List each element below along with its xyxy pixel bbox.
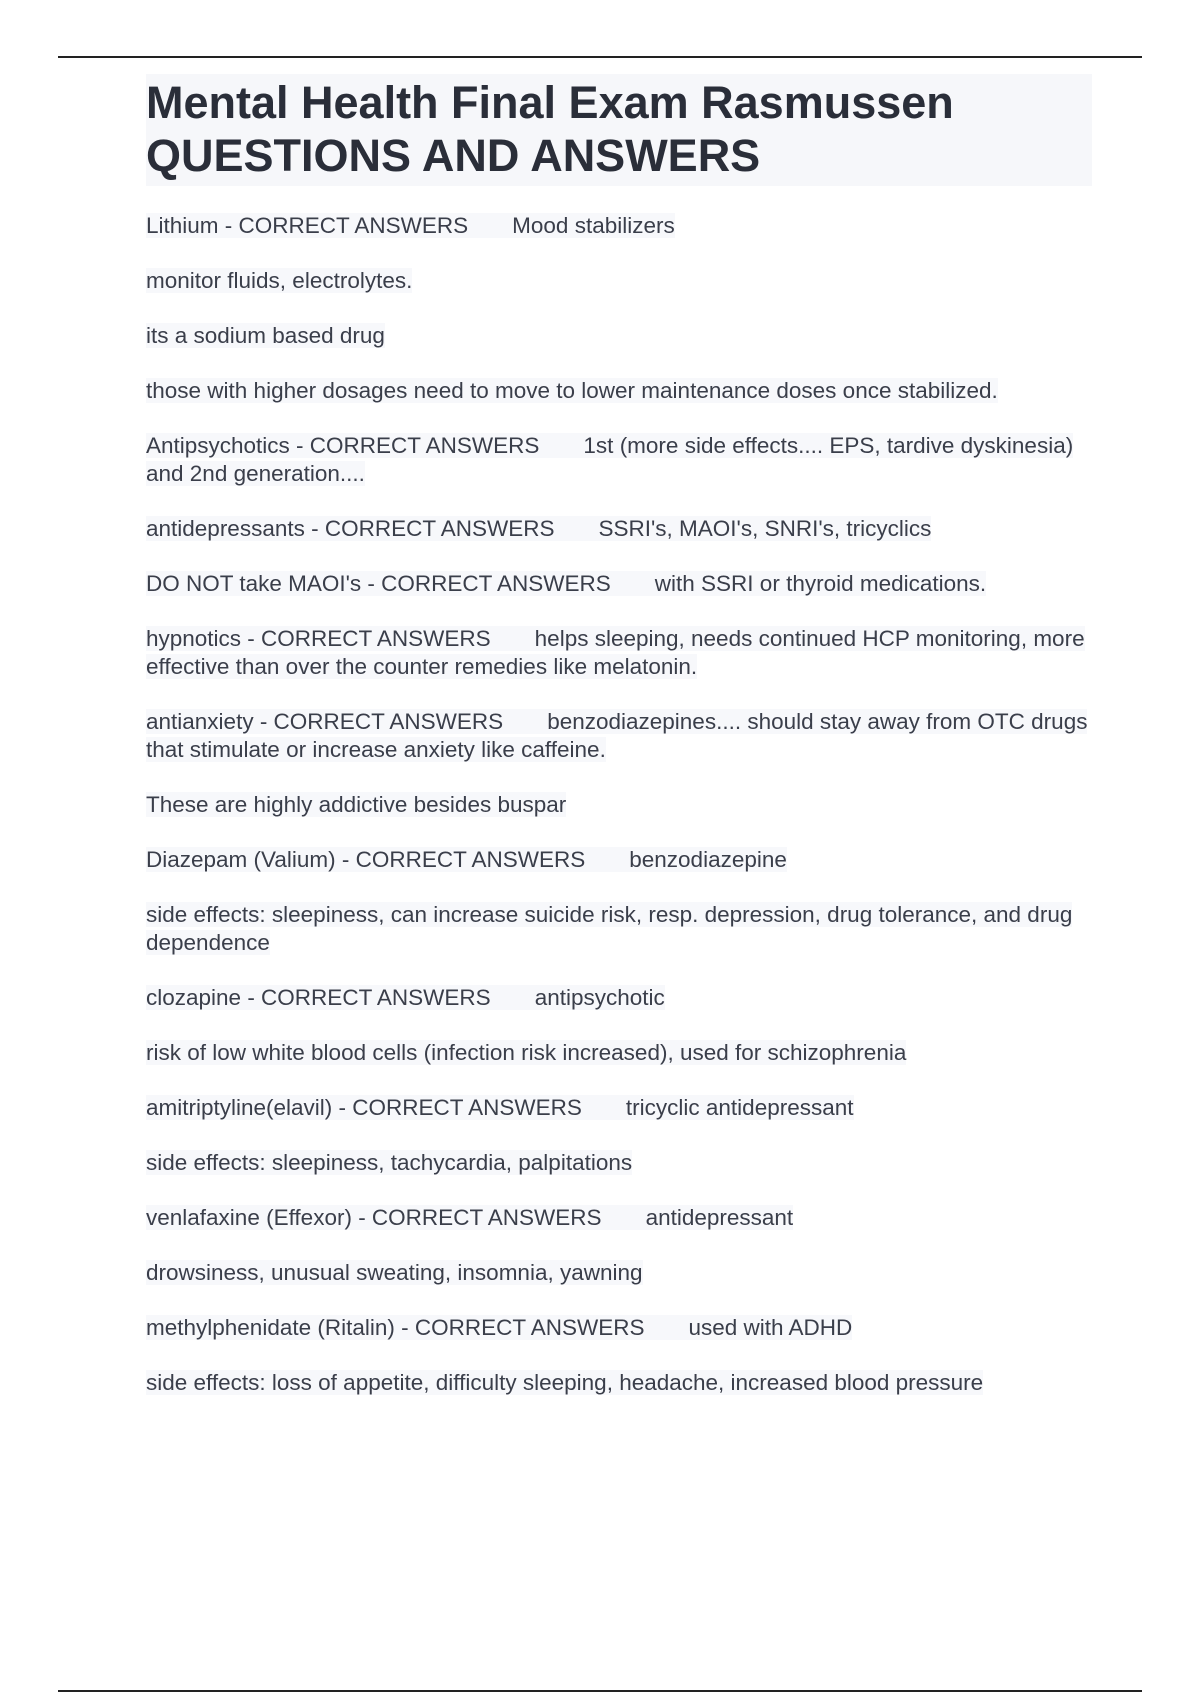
document-body — [146, 74, 1092, 1424]
note-text: side effects: sleepiness, can increase suicide risk, resp. depression, drug tolerance, and drug dependence — [146, 902, 1073, 955]
question-text: Diazepam (Valium) - CORRECT ANSWERS — [146, 847, 586, 872]
qa-entry-hypnotics — [146, 625, 1092, 681]
note-paragraph — [146, 901, 1092, 957]
question-text: antianxiety - CORRECT ANSWERS — [146, 709, 504, 734]
title-line-1: Mental Health Final Exam Rasmussen — [146, 77, 954, 128]
answer-text: 1st (more side effects.... EPS, tardive dyskinesia) and 2nd generation.... — [146, 433, 1074, 486]
qa-entry-venlafaxine — [146, 1204, 1092, 1232]
note-paragraph — [146, 1039, 1092, 1067]
note-paragraph — [146, 1259, 1092, 1287]
note-text: drowsiness, unusual sweating, insomnia, yawning — [146, 1260, 643, 1285]
qa-entry-amitriptyline — [146, 1094, 1092, 1122]
note-paragraph — [146, 267, 1092, 295]
question-text: methylphenidate (Ritalin) - CORRECT ANSWERS — [146, 1315, 645, 1340]
note-paragraph — [146, 322, 1092, 350]
bottom-rule — [58, 1690, 1142, 1692]
answer-text: benzodiazepine — [629, 847, 787, 872]
qa-list — [146, 212, 1092, 1397]
answer-text: antidepressant — [645, 1205, 794, 1230]
question-text: Lithium - CORRECT ANSWERS — [146, 213, 469, 238]
note-paragraph — [146, 1149, 1092, 1177]
qa-entry-antianxiety — [146, 708, 1092, 764]
qa-entry-antipsychotics — [146, 432, 1092, 488]
answer-text: used with ADHD — [688, 1315, 853, 1340]
question-text: DO NOT take MAOI's - CORRECT ANSWERS — [146, 571, 611, 596]
answer-text: Mood stabilizers — [512, 213, 675, 238]
note-text: its a sodium based drug — [146, 323, 385, 348]
qa-entry-antidepressants — [146, 515, 1092, 543]
question-text: clozapine - CORRECT ANSWERS — [146, 985, 491, 1010]
question-text: hypnotics - CORRECT ANSWERS — [146, 626, 491, 651]
note-paragraph — [146, 791, 1092, 819]
answer-text: helps sleeping, needs continued HCP monitoring, more effective than over the counter remedies like melatonin. — [146, 626, 1085, 679]
page-title — [146, 74, 1092, 186]
note-text: risk of low white blood cells (infection risk increased), used for schizophrenia — [146, 1040, 907, 1065]
note-text: side effects: sleepiness, tachycardia, palpitations — [146, 1150, 633, 1175]
answer-text: with SSRI or thyroid medications. — [654, 571, 987, 596]
note-text: monitor fluids, electrolytes. — [146, 268, 413, 293]
question-text: venlafaxine (Effexor) - CORRECT ANSWERS — [146, 1205, 602, 1230]
top-rule — [58, 56, 1142, 58]
qa-entry-maoi — [146, 570, 1092, 598]
qa-entry-diazepam — [146, 846, 1092, 874]
note-paragraph — [146, 377, 1092, 405]
qa-entry-clozapine — [146, 984, 1092, 1012]
answer-text: benzodiazepines.... should stay away from OTC drugs that stimulate or increase anxiety like caffeine. — [146, 709, 1088, 762]
answer-text: antipsychotic — [534, 985, 665, 1010]
qa-entry-methylphenidate — [146, 1314, 1092, 1342]
qa-entry-lithium — [146, 212, 1092, 240]
question-text: amitriptyline(elavil) - CORRECT ANSWERS — [146, 1095, 582, 1120]
note-text: These are highly addictive besides buspar — [146, 792, 567, 817]
answer-text: SSRI's, MAOI's, SNRI's, tricyclics — [598, 516, 932, 541]
answer-text: tricyclic antidepressant — [625, 1095, 854, 1120]
question-text: antidepressants - CORRECT ANSWERS — [146, 516, 555, 541]
question-text: Antipsychotics - CORRECT ANSWERS — [146, 433, 540, 458]
title-line-2: QUESTIONS AND ANSWERS — [146, 130, 761, 181]
note-paragraph — [146, 1369, 1092, 1397]
note-text: those with higher dosages need to move to lower maintenance doses once stabilized. — [146, 378, 998, 403]
note-text: side effects: loss of appetite, difficulty sleeping, headache, increased blood pressure — [146, 1370, 984, 1395]
